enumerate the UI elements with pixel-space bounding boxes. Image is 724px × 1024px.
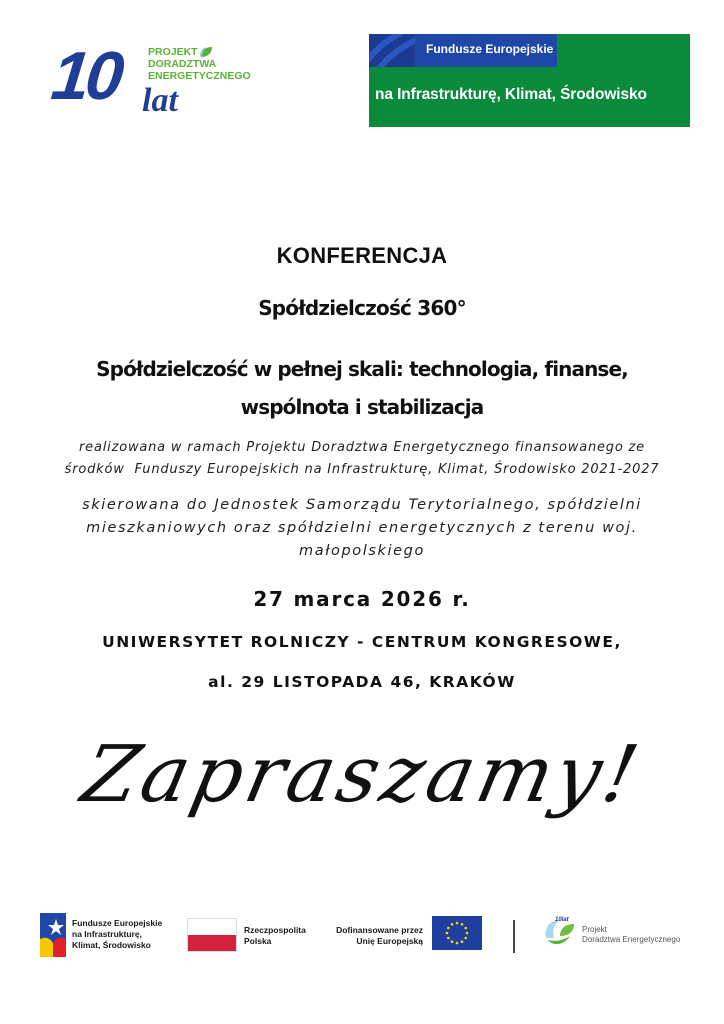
pde-footer-text: Projekt Doradztwa Energetycznego (582, 925, 681, 944)
funding-note: realizowana w ramach Projektu Doradztwa Energetycznego finansowanego ze środków Funduszy Europejskich na Infrastrukturę, Klimat, Środowisko 2021-2027 (64, 440, 660, 477)
logo-text: PROJEKT DORADZTWA ENERGETYCZNEGO (148, 46, 251, 82)
fe-banner-top-label: Fundusze Europejskie (426, 42, 554, 56)
fe-footer-text: Fundusze Europejskie na Infrastrukturę, Klimat, Środowisko (72, 918, 163, 950)
footer-logo-fundusze-europejskie (40, 910, 180, 962)
eu-footer-text: Dofinansowane przez Unię Europejską (336, 925, 423, 946)
conference-subtitle: Spółdzielczość w pełnej skali: technologia, finanse, wspólnota i stabilizacja (96, 357, 628, 419)
polish-flag-icon (187, 918, 237, 952)
leaf-icon (198, 44, 214, 60)
eu-flag-icon (432, 916, 482, 950)
eu-stars-icon (369, 34, 415, 67)
conference-title: Spółdzielczość 360° (258, 296, 466, 320)
fe-infrastruktura-banner (369, 34, 690, 127)
fe-banner-top (369, 34, 557, 67)
footer-logo-projekt-doradztwa (542, 910, 692, 962)
logo-suffix: lat (142, 82, 178, 119)
logo-number: 10 (48, 38, 124, 114)
event-address: al. 29 LISTOPADA 46, KRAKÓW (208, 673, 516, 691)
invitation-script: Zapraszamy! (74, 730, 650, 820)
pde-leaf-icon (542, 914, 576, 948)
event-date: 27 marca 2026 r. (253, 587, 471, 611)
footer-logo-rzeczpospolita-polska (187, 910, 307, 962)
audience-note: skierowana do Jednostek Samorządu Terytorialnego, spółdzielni mieszkaniowych oraz spółdzielni energetycznych z terenu woj. małopolskiego (82, 497, 642, 559)
pl-footer-text: Rzeczpospolita Polska (244, 925, 306, 946)
fe-star-icon (40, 913, 66, 957)
svg-text:10lat: 10lat (555, 917, 569, 923)
fe-banner-bottom-label: na Infrastrukturę, Klimat, Środowisko (375, 86, 647, 103)
event-venue: UNIWERSYTET ROLNICZY - CENTRUM KONGRESOWE, (102, 633, 622, 651)
heading-konferencja: KONFERENCJA (276, 243, 448, 268)
footer-logo-unia-europejska (330, 910, 490, 962)
logo-10-lat-projekt-doradztwa (48, 38, 252, 125)
footer-divider (513, 920, 515, 953)
